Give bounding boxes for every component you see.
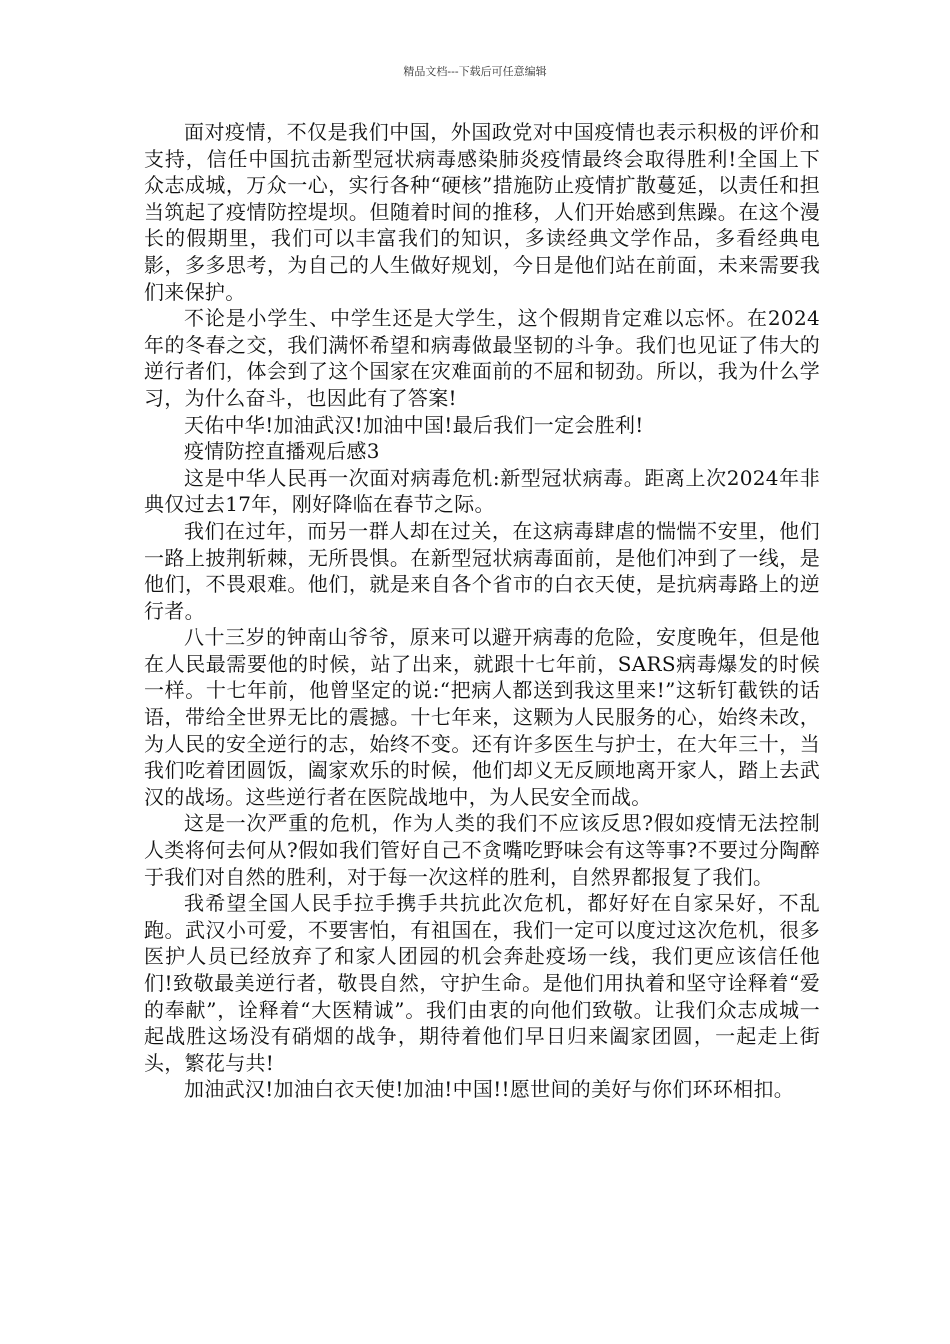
paragraph: 我们在过年，而另一群人却在过关，在这病毒肆虐的惴惴不安里，他们一路上披荆斩棘，无所畏惧。在新型冠状病毒面前，是他们冲到了一线，是他们，不畏艰难。他们，就是来自各个省市的白衣天使，是抗病毒路上的逆行者。 bbox=[144, 518, 820, 623]
section-title: 疫情防控直播观后感3 bbox=[184, 439, 380, 464]
paragraph: 面对疫情，不仅是我们中国，外国政党对中国疫情也表示积极的评价和支持，信任中国抗击新型冠状病毒感染肺炎疫情最终会取得胜利!全国上下众志成城，万众一心，实行各种“硬核”措施防止疫情扩散蔓延，以责任和担当筑起了疫情防控堤坝。但随着时间的推移，人们开始感到焦躁。在这个漫长的假期里，我们可以丰富我们的知识，多读经典文学作品，多看经典电影，多多思考，为自己的人生做好规划，今日是他们站在前面，未来需要我们来保护。 bbox=[144, 120, 820, 304]
paragraph: 这是一次严重的危机，作为人类的我们不应该反思?假如疫情无法控制人类将何去何从?假如我们管好自己不贪嘴吃野味会有这等事?不要过分陶醉于我们对自然的胜利，对于每一次这样的胜利，自然界都报复了我们。 bbox=[144, 811, 820, 889]
paragraph: 加油武汉!加油白衣天使!加油!中国!!愿世间的美好与你们环环相扣。 bbox=[184, 1077, 795, 1102]
paragraph: 我希望全国人民手拉手携手共抗此次危机，都好好在自家呆好，不乱跑。武汉小可爱，不要害怕，有祖国在，我们一定可以度过这次危机，很多医护人员已经放弃了和家人团园的机会奔赴疫场一线，我们更应该信任他们!致敬最美逆行者，敬畏自然，守护生命。是他们用执着和坚守诠释着“爱的奉献”，诠释着“大医精诚”。我们由衷的向他们致敬。让我们众志成城一起战胜这场没有硝烟的战争，期待着他们早日归来阖家团圆，一起走上街头，繁花与共! bbox=[144, 891, 820, 1075]
document-body bbox=[144, 119, 820, 1103]
paragraph: 这是中华人民再一次面对病毒危机:新型冠状病毒。距离上次2024年非典仅过去17年，刚好降临在春节之际。 bbox=[144, 465, 820, 517]
paragraph: 八十三岁的钟南山爷爷，原来可以避开病毒的危险，安度晚年，但是他在人民最需要他的时候，站了出来，就跟十七年前，SARS病毒爆发的时候一样。十七年前，他曾坚定的说:“把病人都送到我这里来!”这斩钉截铁的话语，带给全世界无比的震撼。十七年来，这颗为人民服务的心，始终未改，为人民的安全逆行的志，始终不变。还有许多医生与护士，在大年三十，当我们吃着团圆饭，阖家欢乐的时候，他们却义无反顾地离开家人，踏上去武汉的战场。这些逆行者在医院战地中，为人民安全而战。 bbox=[144, 625, 820, 809]
paragraph: 不论是小学生、中学生还是大学生，这个假期肯定难以忘怀。在2024年的冬春之交，我们满怀希望和病毒做最坚韧的斗争。我们也见证了伟大的逆行者们，体会到了这个国家在灾难面前的不屈和韧劲。所以，我为什么学习，为什么奋斗，也因此有了答案! bbox=[144, 306, 820, 410]
page-header: 精品文档---下载后可任意编辑 bbox=[403, 65, 547, 78]
paragraph: 天佑中华!加油武汉!加油中国!最后我们一定会胜利! bbox=[184, 412, 644, 437]
